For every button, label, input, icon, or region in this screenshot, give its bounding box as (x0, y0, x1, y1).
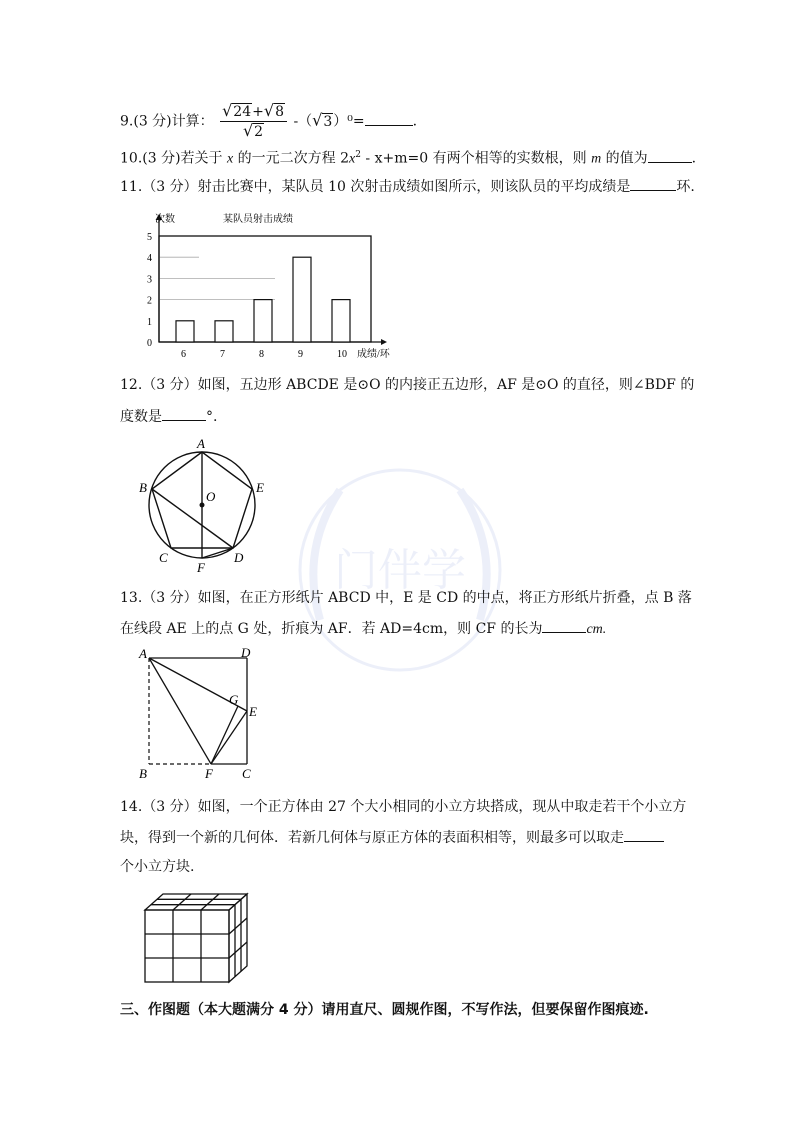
bar-6 (176, 321, 194, 342)
watermark-text: 门伴学 (334, 546, 466, 595)
question-10 (120, 145, 696, 170)
q10-rest: - x+m=0 有两个相等的实数根，则 (360, 150, 587, 167)
q10-answer-blank[interactable] (648, 148, 692, 163)
q9-number: 9. (120, 113, 134, 130)
q9-text: 计算： (171, 113, 214, 130)
q10-tail: 的值为 (605, 150, 648, 167)
question-13-line2 (120, 618, 606, 640)
section-3-heading (120, 1000, 649, 1020)
segment-fe (211, 711, 247, 764)
q9-root3: 3 (323, 113, 333, 130)
q13-line2: 在线段 AE 上的点 G 处，折痕为 AF．若 AD=4cm，则 CF 的长为 (120, 621, 543, 637)
y-tick-label: 3 (147, 274, 152, 286)
label-b: B (139, 480, 147, 495)
question-12-line2 (120, 406, 217, 427)
q11-answer-blank[interactable] (630, 176, 676, 191)
y-tick-label: 2 (147, 295, 152, 307)
label-c: C (159, 550, 168, 565)
center-dot (200, 503, 205, 508)
q13-line2-end: cm. (586, 622, 607, 637)
question-12-line1 (120, 375, 694, 395)
q9-tail: ）⁰= (333, 113, 365, 130)
bar-9 (293, 257, 311, 342)
q9-den: 2 (254, 124, 264, 140)
q12-line2-end: °. (206, 409, 218, 425)
bar-7 (215, 321, 233, 342)
y-tick-label: 1 (147, 316, 152, 328)
q14-answer-blank[interactable] (624, 827, 664, 842)
x-axis-arrow (381, 339, 387, 345)
label-e: E (256, 480, 264, 495)
question-11 (120, 176, 695, 197)
label-o: O (206, 489, 216, 504)
bar-10 (332, 300, 350, 342)
q10-var-x2: x (349, 151, 356, 167)
label-a: A (139, 646, 147, 661)
label-c: C (242, 766, 251, 781)
q13-square-figure (135, 646, 265, 781)
bar-8 (254, 300, 272, 342)
label-f: F (197, 560, 205, 572)
q14-line2: 块，得到一个新的几何体．若新几何体与原正方体的表面积相等，则最多可以取走 (120, 830, 624, 846)
q9-end: . (412, 113, 418, 130)
q12-pentagon-figure (135, 432, 275, 572)
q9-answer-blank[interactable] (365, 111, 413, 126)
x-tick-label: 10 (337, 349, 347, 360)
q10-prefix: 10.(3 分)若关于 (120, 150, 223, 167)
q9-score: (3 分) (133, 113, 172, 130)
q9-fraction: $\frac{√24+√8}{√2}$ (220, 102, 287, 141)
q12-answer-blank[interactable] (162, 406, 206, 421)
q10-exponent: 2 (355, 150, 361, 160)
label-f: F (205, 766, 213, 781)
q13-answer-blank[interactable] (542, 618, 586, 633)
label-e: E (249, 704, 257, 719)
q10-var-x: x (227, 151, 234, 167)
q11-text: 11.（3 分）射击比赛中，某队员 10 次射击成绩如图所示，则该队员的平均成绩是 (120, 179, 631, 195)
y-tick-label: 0 (147, 338, 152, 349)
q10-var-m: m (591, 151, 602, 167)
x-axis-label: 成绩/环 (357, 349, 390, 360)
label-g: G (229, 692, 239, 707)
label-b: B (139, 766, 147, 781)
x-tick-label: 9 (298, 349, 303, 360)
label-d: D (234, 550, 244, 565)
section3-text: 三、作图题（本大题满分 4 分）请用直尺、圆规作图，不写作法，但要保留作图痕迹. (120, 1002, 649, 1018)
q11-unit: 环. (676, 179, 695, 195)
label-a: A (197, 436, 205, 451)
segment-bd (152, 489, 233, 548)
q9-minus: -（ (293, 113, 313, 130)
question-14-line2 (120, 827, 664, 848)
q12-line1: 12.（3 分）如图，五边形 ABCDE 是⊙O 的内接正五边形，AF 是⊙O 的直径，则∠BDF 的 (120, 377, 695, 393)
fold-af (149, 658, 211, 764)
question-14-line1 (120, 797, 686, 817)
q14-line1: 14.（3 分）如图，一个正方体由 27 个大小相同的小立方块搭成，现从中取走若干个小立方 (120, 799, 687, 815)
y-axis-label: 次数 (155, 214, 175, 225)
label-d: D (241, 646, 251, 660)
q11-bar-chart (135, 206, 405, 366)
chart-title: 某队员射击成绩 (223, 214, 293, 225)
y-tick-label: 4 (147, 253, 152, 265)
q12-line2: 度数是 (120, 409, 162, 425)
q14-line3: 个小立方块. (120, 859, 195, 875)
q14-cube-figure (135, 890, 255, 990)
q10-mid: 的一元二次方程 2 (237, 150, 350, 167)
question-9: 9.(3 分)计算： $\frac{√24+√8}{√2}$ -（√3）⁰= . (120, 101, 418, 140)
watermark-logo (280, 440, 520, 700)
x-tick-label: 7 (220, 349, 225, 360)
question-13-line1 (120, 588, 692, 608)
x-tick-label: 8 (259, 349, 264, 360)
segment-fg (211, 706, 238, 764)
y-tick-label: 5 (147, 232, 152, 243)
x-tick-label: 6 (181, 349, 186, 360)
segment-df (202, 548, 233, 558)
q10-end: . (691, 150, 697, 167)
q13-line1: 13.（3 分）如图，在正方形纸片 ABCD 中，E 是 CD 的中点，将正方形纸片折叠，点 B 落 (120, 590, 692, 606)
q9-num-b: 8 (275, 104, 284, 120)
q9-num-a: 24 (233, 104, 252, 120)
question-14-line3 (120, 857, 194, 877)
